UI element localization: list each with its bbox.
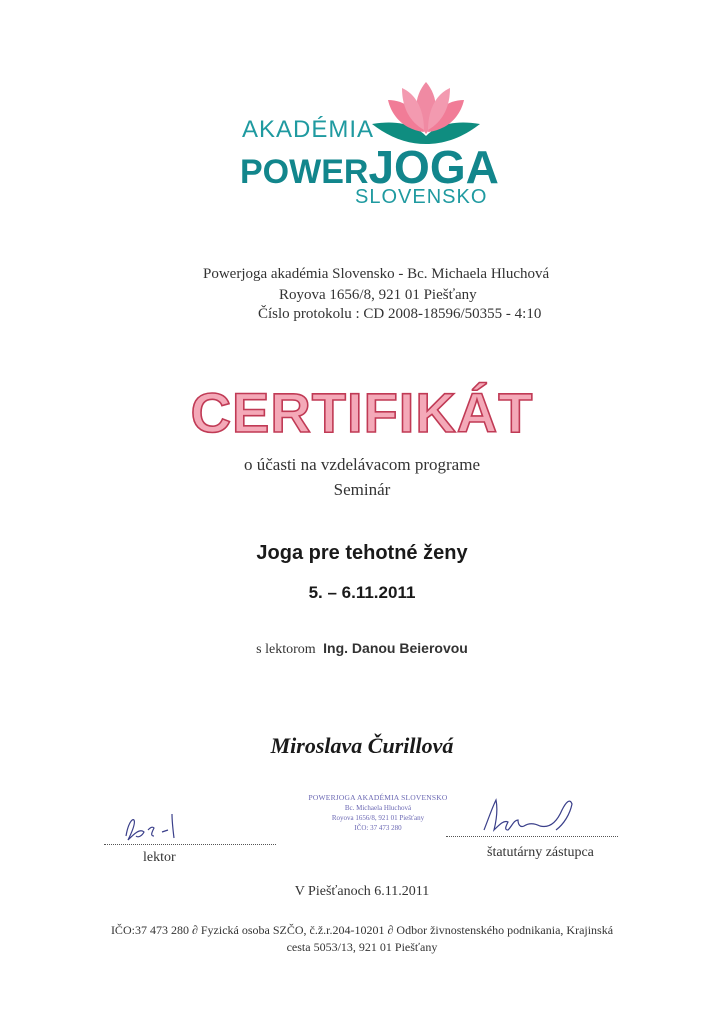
statutory-signature-line — [446, 836, 618, 837]
lecturer-signature-line — [104, 844, 276, 845]
stamp-line-1: POWERJOGA AKADÉMIA SLOVENSKO — [308, 793, 448, 802]
lecturer-label: lektor — [143, 850, 176, 865]
header-address: Royova 1656/8, 921 01 Piešťany — [279, 287, 477, 303]
statutory-label: štatutárny zástupca — [487, 845, 594, 860]
lecturer-name: Ing. Danou Beierovou — [323, 640, 468, 656]
logo-slovensko-text: SLOVENSKO — [355, 186, 488, 208]
course-name: Joga pre tehotné ženy — [256, 542, 468, 564]
stamp-line-2: Bc. Michaela Hluchová — [344, 804, 412, 812]
footer — [0, 922, 724, 956]
logo-joga-text: JOGA — [368, 141, 499, 193]
program-type: Seminár — [333, 480, 391, 499]
footer-line-2: cesta 5053/13, 921 01 Piešťany — [286, 940, 438, 954]
lecturer-line — [0, 640, 724, 658]
certificate-subtitle: o účasti na vzdelávacom programe — [243, 455, 480, 474]
header-organization: Powerjoga akadémia Slovensko - Bc. Michaela Hluchová — [203, 266, 550, 282]
course-dates: 5. – 6.11.2011 — [308, 583, 416, 602]
stamp-line-4: IČO: 37 473 280 — [354, 824, 402, 832]
organization-stamp — [308, 793, 448, 833]
place-and-date: V Piešťanoch 6.11.2011 — [294, 884, 430, 899]
logo-power-text: POWER — [240, 153, 369, 191]
stamp-line-3: Royova 1656/8, 921 01 Piešťany — [331, 814, 425, 822]
header-protocol: Číslo protokolu : CD 2008-18596/50355 - 4:10 — [258, 306, 542, 322]
footer-line-1: IČO:37 473 280 ∂ Fyzická osoba SZČO, č.ž.r.204-10201 ∂ Odbor živnostenského podnikania, Krajinská — [110, 923, 614, 937]
logo-akademia-text: AKADÉMIA — [242, 116, 375, 143]
certificate-title: CERTIFIKÁT — [190, 381, 534, 444]
statutory-signature — [478, 790, 578, 842]
participant-name: Miroslava Čurillová — [270, 733, 454, 758]
lecturer-signature — [118, 806, 188, 848]
lecturer-prefix: s lektorom — [256, 642, 316, 657]
